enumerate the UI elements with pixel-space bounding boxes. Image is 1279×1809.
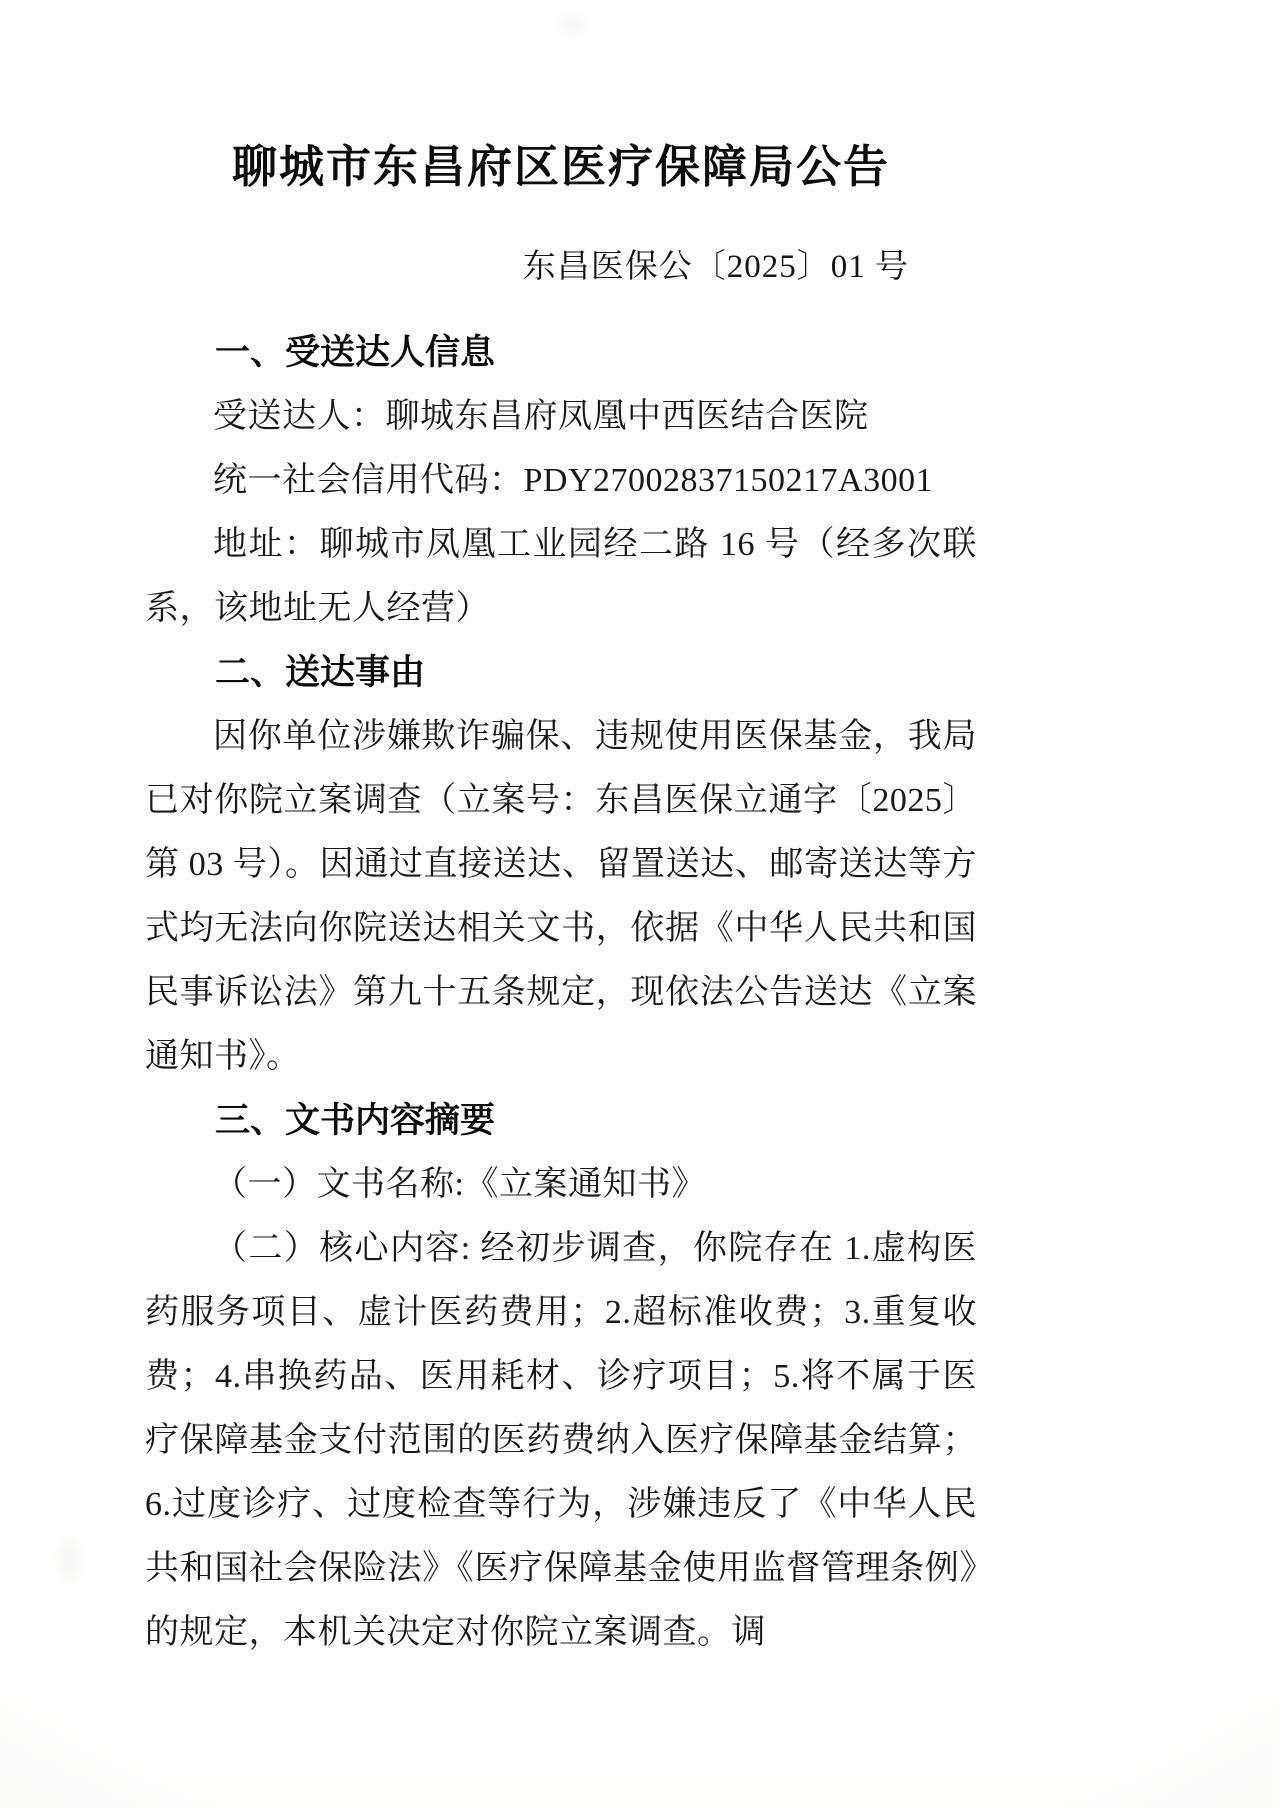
section-1-heading: 一、受送达人信息 (215, 333, 496, 372)
service-reason-paragraph: 因你单位涉嫌欺诈骗保、违规使用医保基金，我局已对你院立案调查（立案号：东昌医保立通字〔2025〕第 03 号）。因通过直接送达、留置送达、邮寄送达等方式均无法向你院送达相关文书，依据《中华人民共和国民事诉讼法》第九十五条规定，现依法公告送达《立案通知书》。 (145, 718, 977, 1075)
section-3-heading: 三、文书内容摘要 (215, 1101, 496, 1140)
document-name-line: （一）文书名称:《立案通知书》 (213, 1166, 706, 1203)
address-line: 地址：聊城市凤凰工业园经二路 16 号（经多次联系，该地址无人经营） (145, 526, 977, 627)
page-title: 聊城市东昌府区医疗保障局公告 (231, 141, 890, 192)
document-content (145, 140, 977, 1665)
document-number: 东昌医保公〔2025〕01 号 (522, 249, 909, 285)
paper-smudge (60, 1540, 78, 1580)
recipient-name-line: 受送达人：聊城东昌府凤凰中西医结合医院 (213, 398, 869, 435)
credit-code-line: 统一社会信用代码：PDY27002837150217A3001 (213, 462, 934, 499)
core-content-paragraph: （二）核心内容: 经初步调查，你院存在 1.虚构医药服务项目、虚计医药费用；2.超标准收费；3.重复收费；4.串换药品、医用耗材、诊疗项目；5.将不属于医疗保障基金支付范围的医药费纳入医疗保障基金结算；6.过度诊疗、过度检查等行为，涉嫌违反了《中华人民共和国社会保险法》《医疗保障基金使用监督管理条例》的规定，本机关决定对你院立案调查。调 (145, 1230, 977, 1651)
paper-smudge (560, 18, 586, 32)
section-2-heading: 二、送达事由 (215, 653, 426, 692)
